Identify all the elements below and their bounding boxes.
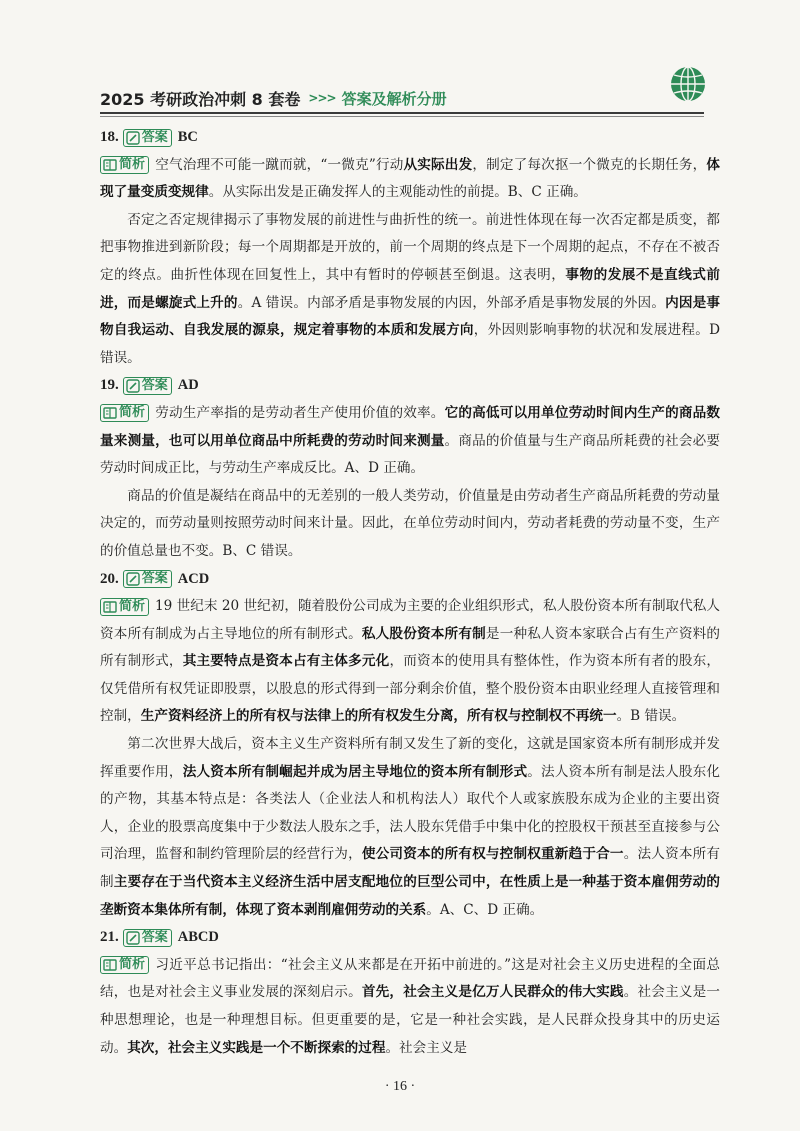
page-number: · 16 ·	[384, 1079, 416, 1094]
body-text: 劳动生产率指的是劳动者生产使用价值的效率。	[155, 404, 445, 421]
body-text: 第二次世界大战后，资本主义生产资料所有制又发生了新的变化，这就是国家资本所有制形成并发挥重要作用，	[100, 736, 720, 780]
answer-tag-label: 答案	[141, 930, 168, 946]
body-text: 。法人资本所有制是法人股东化的产物，其基本特点是：各类法人（企业法人和机构法人）取代个人或家族股东成为企业的主要出资人，企业的股票高度集中于少数法人股东之手，法人股东凭借手中集中化的控股权干预甚至直接参与公司治理，监督和制约管理阶层的经营行为，	[100, 763, 721, 863]
body-text: ，外因则影响事物的状况和发展进程。D 错误。	[100, 322, 720, 366]
running-header	[100, 84, 700, 112]
body-text: 习近平总书记指出：“社会主义从来都是在开拓中前进的。”这是对社会主义历史进程的全面总结，也是对社会主义事业发展的深刻启示。	[100, 956, 720, 1001]
question-answer-line	[100, 924, 720, 952]
key-point-text: 事物的发展不是直线式前进，而是螺旋式上升的	[100, 266, 721, 311]
book-icon	[103, 158, 117, 172]
analysis-tag	[100, 956, 149, 974]
analysis-paragraph	[100, 152, 720, 207]
analysis-tag-label: 简析	[119, 157, 146, 173]
analysis-tag-label: 简析	[119, 598, 146, 614]
answer-tag	[123, 570, 172, 588]
question-answer-line	[100, 124, 720, 152]
analysis-paragraph	[100, 593, 720, 731]
analysis-tag	[100, 598, 149, 616]
body-text: 。社会主义是一种思想理论，也是一种理想目标。但更重要的是，它是一种社会实践，是人民群众投身其中的历史运动。	[100, 984, 721, 1056]
body-text: 。B 错误。	[616, 708, 686, 725]
key-point-text: 体现了量变质变规律	[100, 156, 720, 201]
question-number: 18.	[100, 129, 119, 145]
answer-tag	[123, 929, 172, 947]
answer-choice: AD	[177, 377, 199, 394]
key-point-text: 其次，社会主义实践是一个不断探索的过程	[127, 1039, 386, 1056]
body-text: 。商品的价值量与生产商品所耗费的社会必要劳动时间成正比，与劳动生产率成反比。A、D 正确。	[100, 432, 720, 477]
analysis-tag-label: 简析	[119, 405, 146, 421]
explanation-paragraph	[100, 483, 720, 566]
answer-tag-label: 答案	[141, 378, 168, 394]
question-number: 19.	[100, 377, 119, 394]
body-text: 19 世纪末 20 世纪初，随着股份公司成为主要的企业组织形式，私人股份资本所有制取代私人资本所有制成为占主导地位的所有制形式。	[100, 598, 720, 642]
answer-content	[100, 124, 720, 1062]
question-number: 20.	[100, 570, 119, 587]
book-icon	[103, 958, 117, 972]
body-text: 。A 错误。内部矛盾是事物发展的内因，外部矛盾是事物发展的外因。	[237, 294, 666, 311]
body-text: 。社会主义是	[385, 1039, 468, 1056]
question-answer-line	[100, 372, 720, 400]
key-point-text: 首先，社会主义是亿万人民群众的伟大实践	[361, 984, 624, 1001]
analysis-paragraph	[100, 400, 720, 483]
book-icon	[103, 600, 117, 614]
body-text: 。法人资本所有制	[100, 846, 721, 891]
explanation-paragraph	[100, 207, 720, 373]
answer-tag	[123, 129, 172, 147]
answer-choice: ACD	[177, 570, 210, 587]
answer-tag-label: 答案	[141, 129, 168, 145]
body-text: 空气治理不可能一蹴而就，“一微克”行动	[155, 156, 404, 173]
analysis-paragraph	[100, 952, 720, 1062]
answer-choice: ABCD	[177, 929, 219, 946]
body-text: ，制定了每次抠一个微克的长期任务，	[472, 156, 707, 173]
key-point-text: 其主要特点是资本占有主体多元化	[182, 653, 390, 670]
key-point-text: 主要存在于当代资本主义经济生活中居支配地位的巨型公司中，在性质上是一种基于资本雇佣劳动的垄断资本集体所有制，体现了资本剥削雇佣劳动的关系	[100, 874, 721, 918]
analysis-tag	[100, 404, 149, 422]
analysis-tag	[100, 156, 149, 174]
header-rule	[100, 112, 704, 114]
header-rule-thin	[100, 116, 704, 117]
pencil-icon	[126, 572, 140, 586]
globe-icon	[668, 64, 708, 104]
pencil-icon	[126, 931, 140, 945]
book-title: 2025 考研政治冲刺 8 套卷	[100, 89, 301, 109]
key-point-text: 生产资料经济上的所有权与法律上的所有权发生分离，所有权与控制权不再统一	[140, 708, 617, 725]
answer-choice: BC	[177, 129, 198, 145]
pencil-icon	[126, 131, 140, 145]
key-point-text: 从实际出发	[403, 156, 473, 173]
key-point-text: 私人股份资本所有制	[361, 625, 486, 642]
analysis-tag-label: 简析	[119, 957, 146, 973]
question-answer-line	[100, 566, 720, 594]
header-arrows: >>>	[308, 91, 336, 105]
answer-tag	[123, 377, 172, 395]
answer-tag-label: 答案	[141, 571, 168, 587]
question-number: 21.	[100, 929, 119, 946]
pencil-icon	[126, 379, 140, 393]
body-text: 。从实际出发是正确发挥人的主观能动性的前提。B、C 正确。	[208, 184, 587, 201]
book-icon	[103, 406, 117, 420]
body-text: ，而资本的使用具有整体性，作为资本所有者的股东，仅凭借所有权凭证即股票，以股息的形式得到一部分剩余价值，整个股份资本由职业经理人直接管理和控制，	[100, 653, 721, 725]
body-text: 商品的价值是凝结在商品中的无差别的一般人类劳动，价值量是由劳动者生产商品所耗费的劳动量决定的，而劳动量则按照劳动时间来计量。因此，在单位劳动时间内，劳动者耗费的劳动量不变，生产的价值总量也不变。B、C 错误。	[100, 487, 720, 559]
body-text: 。A、C、D 正确。	[426, 901, 544, 918]
key-point-text: 内因是事物自我运动、自我发展的源泉，规定着事物的本质和发展方向	[100, 294, 721, 339]
key-point-text: 使公司资本的所有权与控制权重新趋于合一	[361, 846, 624, 863]
body-text: 是一种私人资本家联合占有生产资料的所有制形式，	[100, 625, 721, 670]
body-text: 否定之否定规律揭示了事物发展的前进性与曲折性的统一。前进性体现在每一次否定都是质变，都把事物推进到新阶段；每一个周期都是开放的，前一个周期的终点是下一个周期的起点，不存在不被否定的终点。曲折性体现在回复性上，其中有暂时的停顿甚至倒退。这表明，	[100, 211, 720, 283]
key-point-text: 它的高低可以用单位劳动时间内生产的商品数量来测量，也可以用单位商品中所耗费的劳动时间来测量	[100, 404, 721, 449]
key-point-text: 法人资本所有制崛起并成为居主导地位的资本所有制形式	[182, 763, 528, 780]
explanation-paragraph	[100, 731, 720, 924]
book-section-title: 答案及解析分册	[341, 89, 447, 108]
